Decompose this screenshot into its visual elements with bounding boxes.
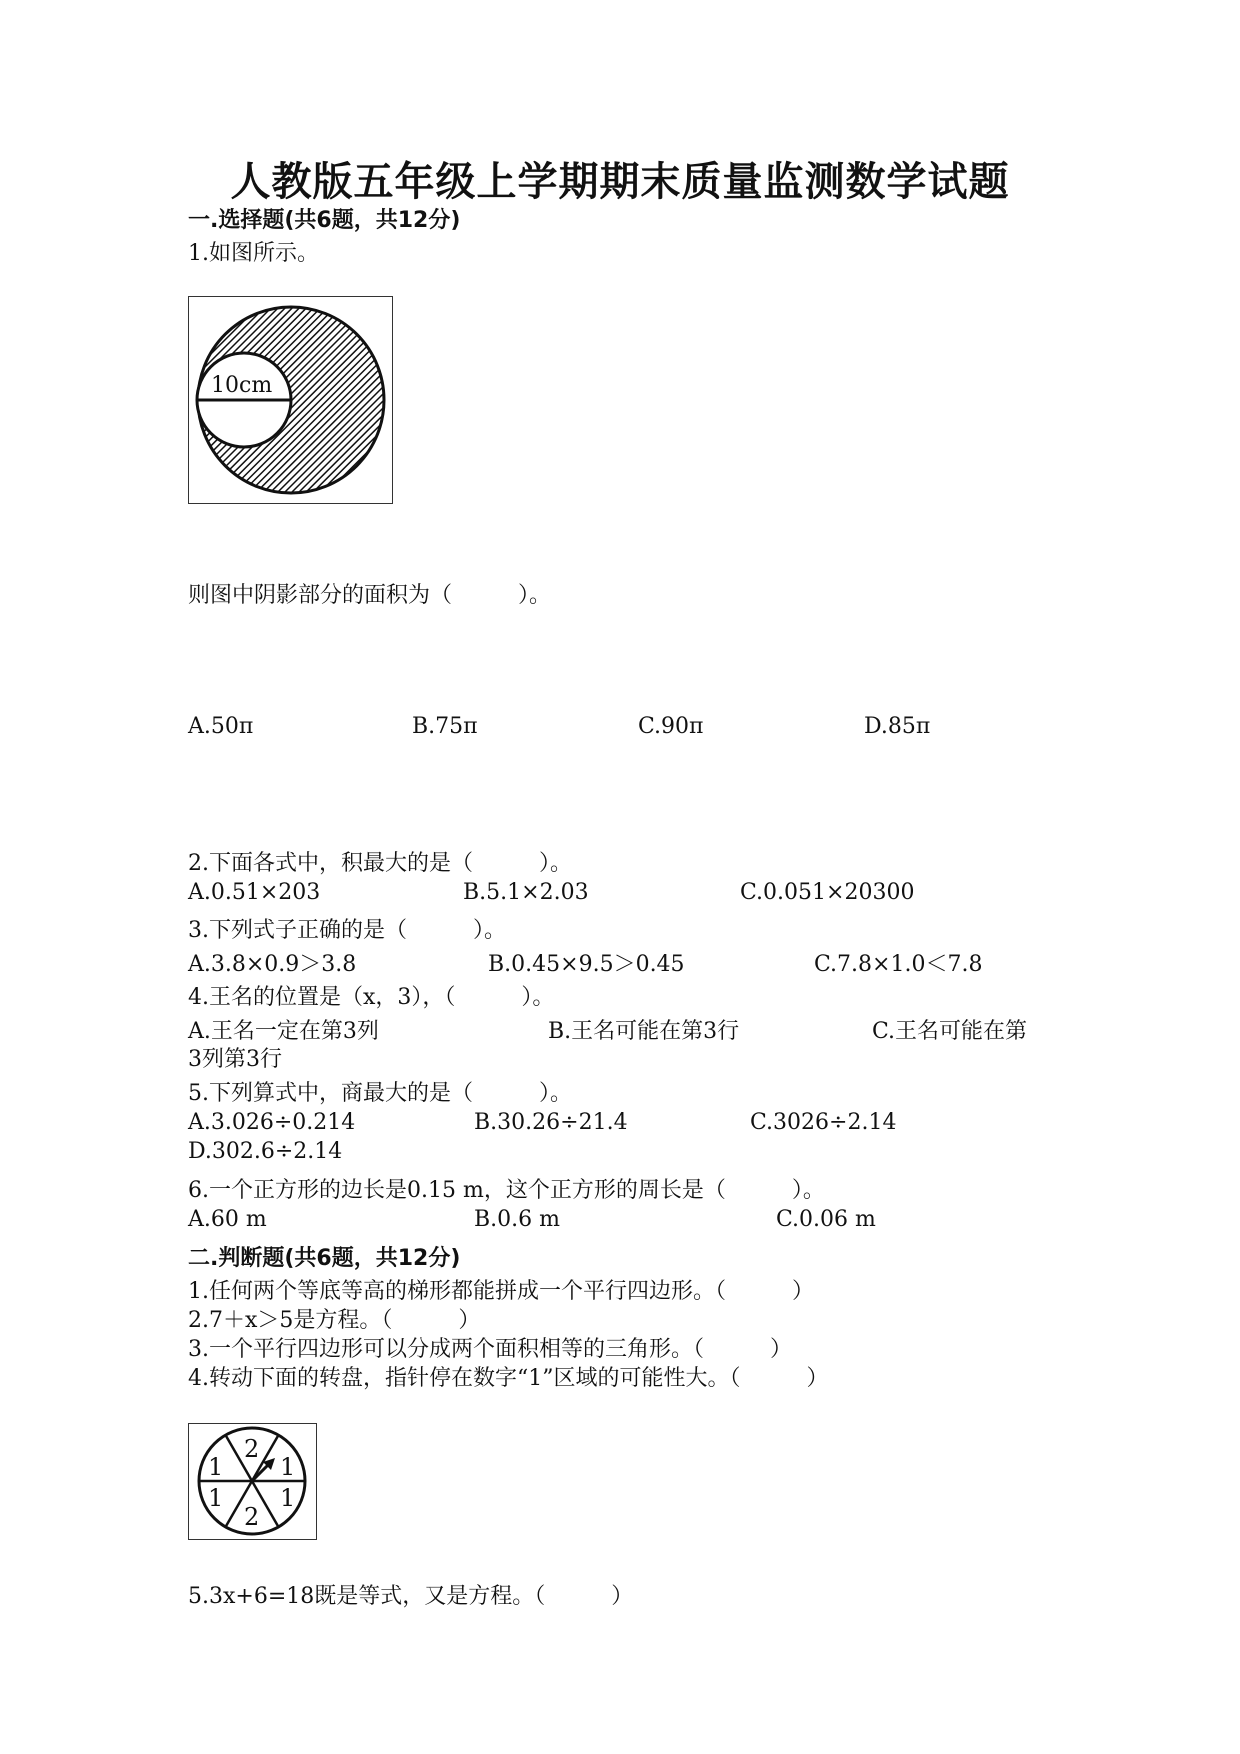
question-6-option-c: C.0.06 m [776,1207,876,1232]
spinner-diagram [189,1424,316,1539]
question-1-question: 则图中阴影部分的面积为（ ）。 [188,583,552,608]
question-4-option-b: B.王名可能在第3行 [548,1019,740,1044]
question-5-option-d: D.302.6÷2.14 [188,1139,343,1164]
question-6-stem: 6.一个正方形的边长是0.15 m，这个正方形的周长是（ ）。 [188,1178,825,1203]
question-3-option-b: B.0.45×9.5＞0.45 [488,952,685,977]
question-1-option-b: B.75π [412,714,478,739]
question-2-stem: 2.下面各式中，积最大的是（ ）。 [188,851,572,876]
spinner-number-lower-right: 1 [280,1484,296,1512]
spinner-number-upper-left: 1 [208,1453,224,1481]
question-4-stem: 4.王名的位置是（x，3），（ ）。 [188,985,555,1010]
question-5-stem: 5.下列算式中，商最大的是（ ）。 [188,1081,572,1106]
judgement-item-3: 3.一个平行四边形可以分成两个面积相等的三角形。（ ） [188,1337,792,1362]
section-heading-choice: 一.选择题(共6题，共12分) [188,208,461,233]
shaded-circle-diagram [189,297,392,503]
question-1-stem: 1.如图所示。 [188,241,319,266]
spinner-number-upper-right: 1 [280,1453,296,1481]
judgement-item-4: 4.转动下面的转盘，指针停在数字“1”区域的可能性大。（ ） [188,1366,829,1391]
question-5-option-a: A.3.026÷0.214 [188,1110,356,1135]
page-title: 人教版五年级上学期期末质量监测数学试题 [230,158,1010,205]
question-4-option-a: A.王名一定在第3列 [188,1019,379,1044]
diameter-label: 10cm [211,373,273,398]
question-4-option-c-continued: 3列第3行 [188,1047,282,1072]
question-4-option-c: C.王名可能在第 [872,1019,1028,1044]
question-5-option-c: C.3026÷2.14 [750,1110,897,1135]
judgement-item-5: 5.3x+6=18既是等式，又是方程。（ ） [188,1584,634,1609]
question-3-option-a: A.3.8×0.9＞3.8 [188,952,357,977]
spinner-number-bottom: 2 [244,1503,260,1531]
question-6-option-b: B.0.6 m [474,1207,561,1232]
judgement-item-2: 2.7＋x＞5是方程。（ ） [188,1308,481,1333]
question-5-option-b: B.30.26÷21.4 [474,1110,628,1135]
question-1-option-c: C.90π [638,714,704,739]
question-1-option-a: A.50π [188,714,254,739]
question-6-option-a: A.60 m [188,1207,267,1232]
question-2-option-a: A.0.51×203 [188,880,321,905]
judgement-item-1: 1.任何两个等底等高的梯形都能拼成一个平行四边形。（ ） [188,1279,814,1304]
spinner-number-top: 2 [244,1435,260,1463]
figure-shaded-circle [188,296,393,504]
question-2-option-b: B.5.1×2.03 [463,880,589,905]
question-3-option-c: C.7.8×1.0＜7.8 [814,952,983,977]
question-1-option-d: D.85π [864,714,931,739]
question-3-stem: 3.下列式子正确的是（ ）。 [188,918,506,943]
question-2-option-c: C.0.051×20300 [740,880,915,905]
figure-spinner [188,1423,317,1540]
spinner-number-lower-left: 1 [208,1484,224,1512]
section-heading-judgement: 二.判断题(共6题，共12分) [188,1246,461,1271]
